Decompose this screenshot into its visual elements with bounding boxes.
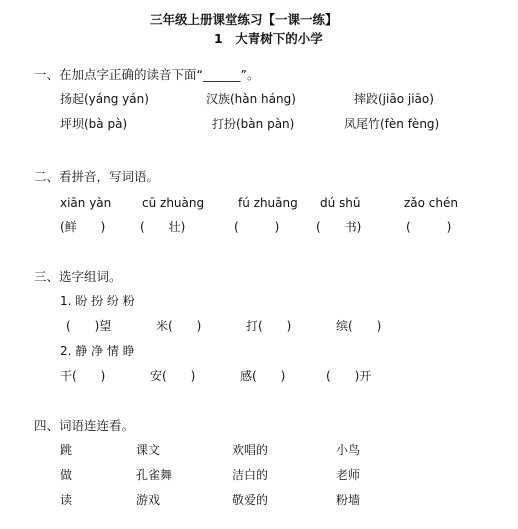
answer-bracket: ( 壮) — [140, 220, 186, 234]
fill-item: 打( ) — [246, 319, 292, 333]
pronunciation-item: 坪坝(bà pà) — [60, 117, 128, 131]
match-word: 老师 — [336, 468, 361, 482]
pinyin-item: cū zhuàng — [142, 196, 205, 210]
match-word: 跳 — [60, 443, 73, 457]
match-word: 课文 — [136, 443, 161, 457]
pronunciation-item: 凤尾竹(fèn fèng) — [344, 117, 440, 131]
fill-item: 米( ) — [156, 319, 202, 333]
pronunciation-item: 打扮(bàn pàn) — [212, 117, 295, 131]
match-word: 游戏 — [136, 493, 161, 507]
match-word: 洁白的 — [232, 468, 269, 482]
pronunciation-item: 扬起(yáng yán) — [60, 92, 149, 106]
match-word: 敬爱的 — [232, 493, 269, 507]
match-word: 做 — [60, 468, 73, 482]
match-word: 小鸟 — [336, 443, 361, 457]
answer-bracket: (鲜 ) — [60, 220, 106, 234]
pronunciation-item: 摔跤(jiāo jiāo) — [354, 92, 434, 106]
char-choices: 1. 盼 扮 纷 粉 — [60, 294, 135, 308]
fill-item: 缤( ) — [336, 319, 382, 333]
char-choices: 2. 静 净 情 睁 — [60, 344, 135, 358]
match-word: 粉墙 — [336, 493, 361, 507]
section-4-heading: 四、词语连连看。 — [34, 418, 135, 433]
page-title: 三年级上册课堂练习【一课一练】 — [150, 12, 338, 27]
match-word: 孔雀舞 — [136, 468, 173, 482]
match-word: 欢唱的 — [232, 443, 269, 457]
section-3-heading: 三、选字组词。 — [34, 269, 122, 284]
pinyin-item: zǎo chén — [404, 196, 458, 210]
section-1-heading: 一、在加点字正确的读音下面“______”。 — [34, 67, 260, 82]
answer-bracket: ( ) — [234, 220, 280, 234]
fill-item: 安( ) — [150, 369, 196, 383]
pinyin-item: dú shū — [320, 196, 361, 210]
fill-item: 干( ) — [60, 369, 106, 383]
fill-item: ( )开 — [326, 369, 372, 383]
pinyin-item: xiān yàn — [60, 196, 112, 210]
match-word: 读 — [60, 493, 73, 507]
fill-item: 感( ) — [240, 369, 286, 383]
pinyin-item: fú zhuāng — [238, 196, 298, 210]
answer-bracket: ( 书) — [316, 220, 362, 234]
pronunciation-item: 汉族(hàn háng) — [206, 92, 296, 106]
answer-bracket: ( ) — [406, 220, 452, 234]
section-2-heading: 二、看拼音，写词语。 — [34, 169, 160, 184]
fill-item: ( )望 — [66, 319, 112, 333]
lesson-title: 1 大青树下的小学 — [214, 31, 323, 46]
